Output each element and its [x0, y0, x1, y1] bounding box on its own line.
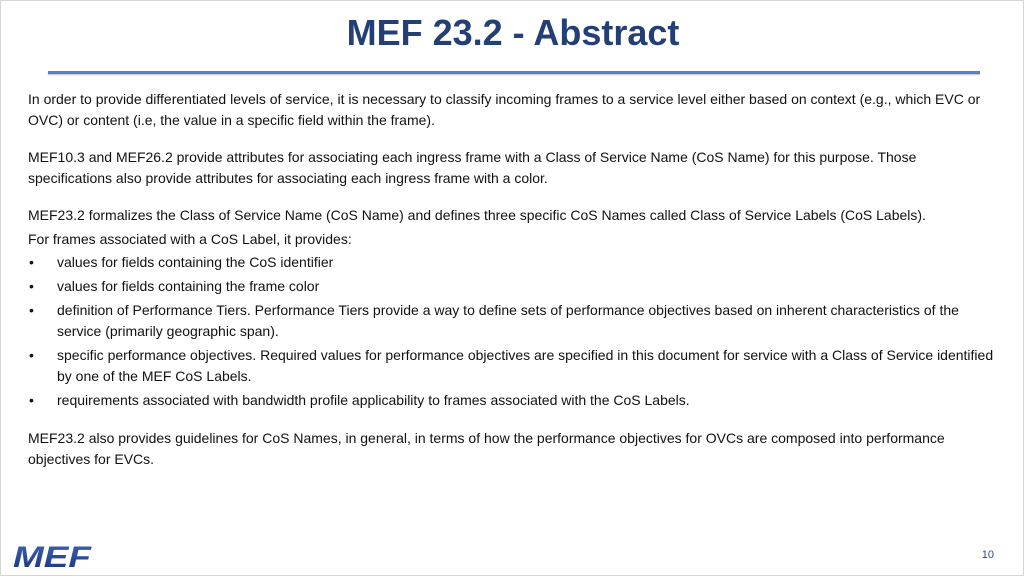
paragraph-mef23-formalizes: MEF23.2 formalizes the Class of Service Name (CoS Name) and defines three specific CoS Names called Class of Service Labels (CoS Labels). — [28, 207, 926, 223]
list-item-text: values for fields containing the CoS identifier — [57, 254, 334, 270]
list-item — [28, 252, 1003, 273]
bullet-icon: • — [29, 254, 34, 270]
slide-body — [28, 89, 1003, 470]
provides-list — [28, 252, 1003, 411]
paragraph-closing: MEF23.2 also provides guidelines for CoS Names, in general, in terms of how the performance objectives for OVCs are composed into performance objectives for EVCs. — [28, 430, 945, 467]
bullet-icon: • — [29, 347, 34, 363]
title-underline — [48, 71, 980, 74]
list-item — [28, 300, 1003, 342]
slide-title: MEF 23.2 - Abstract — [346, 12, 680, 53]
list-item-text: definition of Performance Tiers. Performance Tiers provide a way to define sets of performance objectives based on inherent characteristics of the service (primarily geographic span). — [57, 302, 959, 339]
list-item-text: requirements associated with bandwidth profile applicability to frames associated with the CoS Labels. — [57, 392, 690, 408]
paragraph-intro: In order to provide differentiated levels of service, it is necessary to classify incoming frames to a service level either based on context (e.g., which EVC or OVC) or content (i.e, the value in a specific field within the frame). — [28, 91, 981, 128]
paragraph-mef10-mef26: MEF10.3 and MEF26.2 provide attributes for associating each ingress frame with a Class of Service Name (CoS Name) for this purpose. Those specifications also provide attributes for associating each ingress frame with a color. — [28, 149, 917, 186]
logo-text: MEF — [13, 541, 92, 571]
list-item-text: specific performance objectives. Required values for performance objectives are specified in this document for service with a Class of Service identified by one of the MEF CoS Labels. — [57, 347, 994, 384]
bullet-icon: • — [29, 302, 34, 318]
page-number: 10 — [981, 549, 994, 561]
list-item-text: values for fields containing the frame color — [57, 278, 320, 294]
list-item — [28, 345, 1003, 387]
bullet-icon: • — [29, 278, 34, 294]
list-item — [28, 276, 1003, 297]
mef-logo — [13, 541, 93, 571]
list-item — [28, 390, 1003, 411]
bullet-icon: • — [29, 392, 34, 408]
paragraph-cos-label-provides: For frames associated with a CoS Label, it provides: — [28, 231, 352, 247]
